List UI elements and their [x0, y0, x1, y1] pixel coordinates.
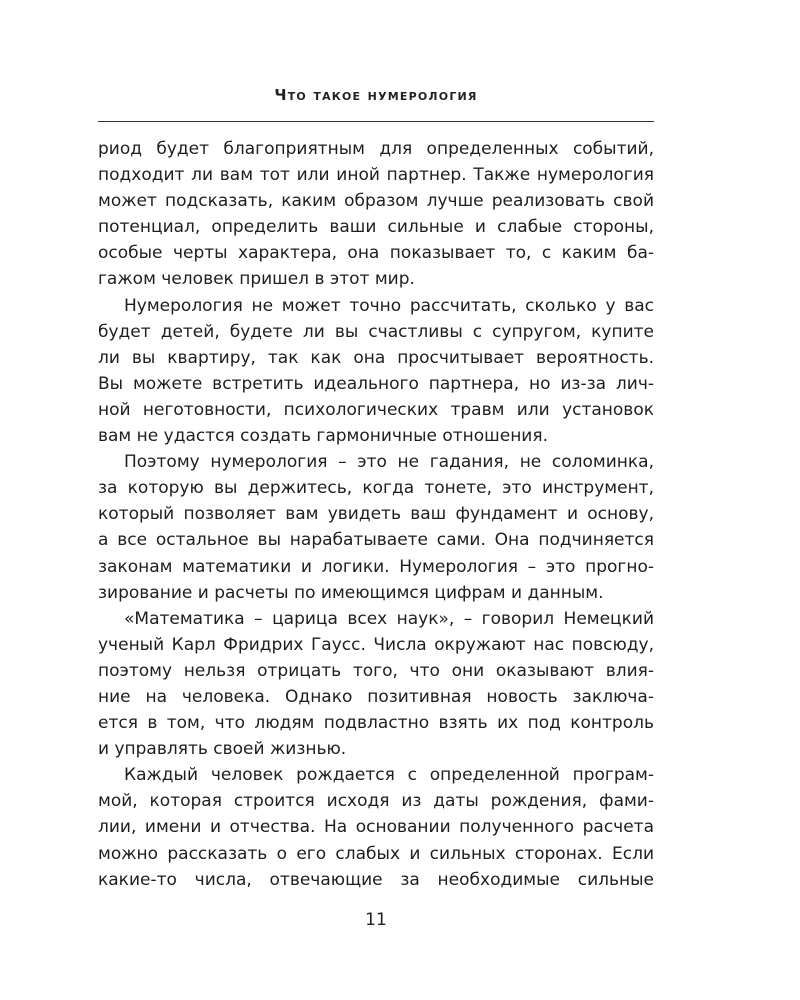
text-line: особые черты характера, она показывает то, с каким ба- — [98, 243, 654, 264]
text-line: будет детей, будете ли вы счастливы с супругом, купите — [98, 321, 654, 342]
text-line: «Математика – царица всех наук», – говорил Немецкий — [124, 608, 654, 629]
text-line: Нумерология не может точно рассчитать, сколько у вас — [124, 295, 654, 316]
body-text — [98, 136, 654, 893]
text-line: законам математики и логики. Нумерология – это прогно- — [98, 556, 654, 577]
text-line: риод будет благоприятным для определенных событий, — [98, 139, 654, 159]
text-line: Вы можете встретить идеального партнера, но из-за лич- — [98, 373, 654, 394]
text-line: поэтому нельзя отрицать того, что они оказывают влия- — [98, 660, 654, 681]
text-line: какие-то числа, отвечающие за необходимые сильные — [98, 869, 654, 890]
text-line: Каждый человек рождается с определенной програм- — [124, 765, 654, 786]
text-line: ется в том, что людям подвластно взять их под контроль — [98, 713, 654, 734]
text-line: зирование и расчеты по имеющимся цифрам и данным. — [98, 582, 604, 603]
text-line: за которую вы держитесь, когда тонете, это инструмент, — [98, 478, 654, 499]
text-line: ние на человека. Однако позитивная новость заключа- — [98, 686, 654, 707]
text-line: который позволяет вам увидеть ваш фундамент и основу, — [98, 504, 654, 525]
text-line: Поэтому нумерология – это не гадания, не соломинка, — [124, 452, 654, 473]
text-line: ученый Карл Фридрих Гаусс. Числа окружают нас повсюду, — [98, 634, 654, 655]
text-line: гажом человек пришел в этот мир. — [98, 269, 415, 290]
text-line: ли вы квартиру, так как она просчитывает вероятность. — [98, 347, 654, 368]
text-line: подходит ли вам тот или иной партнер. Также нумерология — [98, 165, 654, 186]
text-line: может подсказать, каким образом лучше реализовать свой — [98, 191, 654, 212]
text-line: ной неготовности, психологических травм или установок — [98, 399, 654, 420]
text-line: потенциал, определить ваши сильные и слабые стороны, — [98, 217, 654, 238]
text-line: вам не удастся создать гармоничные отношения. — [98, 426, 548, 447]
text-line: мой, которая строится исходя из даты рождения, фами- — [98, 791, 654, 812]
text-line: а все остальное вы нарабатываете сами. Она подчиняется — [98, 530, 654, 551]
text-line: лии, имени и отчества. На основании полученного расчета — [98, 817, 654, 838]
text-line: и управлять своей жизнью. — [98, 739, 347, 760]
page-number: 11 — [365, 910, 387, 930]
header-rule — [98, 121, 654, 122]
running-head: Что такое нумерология — [274, 86, 478, 104]
text-line: можно рассказать о его слабых и сильных сторонах. Если — [98, 843, 654, 864]
